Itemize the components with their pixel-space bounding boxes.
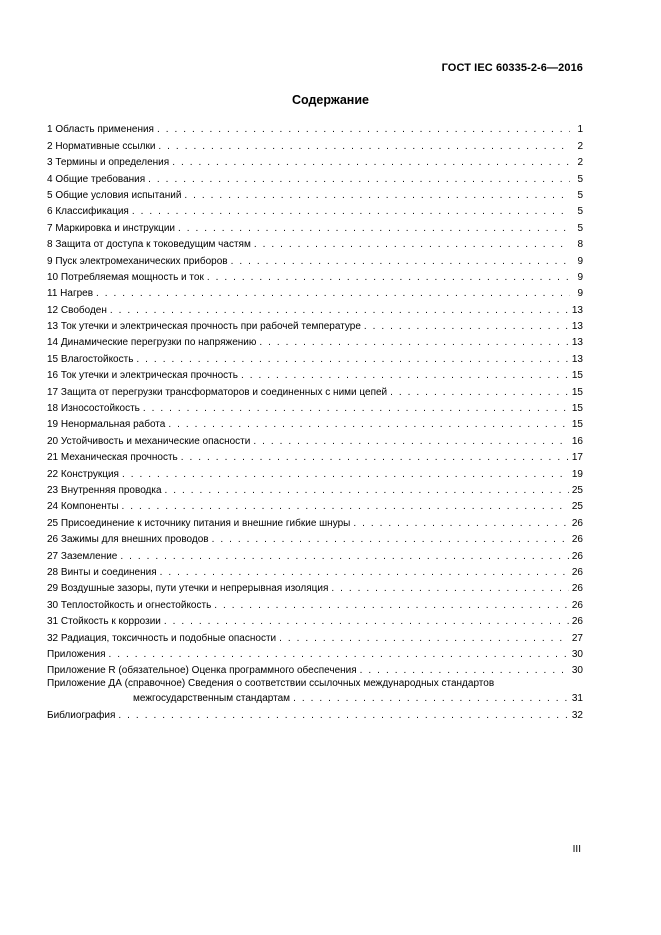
toc-entry-text: 16 Ток утечки и электрическая прочность bbox=[47, 370, 238, 382]
toc-page-number: 5 bbox=[577, 189, 583, 201]
toc-page-number: 15 bbox=[571, 419, 583, 431]
dot-leader bbox=[120, 551, 569, 563]
toc-entry-text: 27 Заземление bbox=[47, 550, 118, 562]
toc-page-number: 1 bbox=[577, 124, 583, 136]
toc-entry-text: 3 Термины и определения bbox=[47, 157, 170, 169]
toc-page-number: 9 bbox=[577, 271, 583, 283]
toc-entry[interactable] bbox=[47, 645, 583, 661]
toc-entry-text: 25 Присоединение к источнику питания и внешние гибкие шнуры bbox=[47, 517, 351, 529]
dot-leader bbox=[212, 534, 569, 546]
page-folio: III bbox=[572, 844, 581, 855]
standard-designation: ГОСТ IEC 60335-2-6—2016 bbox=[441, 62, 583, 74]
dot-leader bbox=[353, 518, 569, 530]
toc-page-number: 26 bbox=[571, 599, 583, 611]
toc-entry[interactable] bbox=[47, 546, 583, 562]
toc-entry-text: 30 Теплостойкость и огнестойкость bbox=[47, 599, 212, 611]
toc-entry[interactable] bbox=[47, 333, 583, 349]
dot-leader bbox=[118, 710, 568, 722]
toc-entry-text: 8 Защита от доступа к токоведущим частям bbox=[47, 239, 251, 251]
toc-entry[interactable] bbox=[47, 628, 583, 644]
dot-leader bbox=[158, 141, 570, 153]
toc-entry-text: 13 Ток утечки и электрическая прочность при рабочей температуре bbox=[47, 321, 361, 333]
dot-leader bbox=[331, 583, 568, 595]
toc-entry[interactable] bbox=[47, 169, 583, 185]
dot-leader bbox=[96, 288, 570, 300]
toc-entry-text: 24 Компоненты bbox=[47, 501, 119, 513]
dot-leader bbox=[293, 693, 569, 705]
toc-entry[interactable] bbox=[47, 218, 583, 234]
toc-entry-text: 26 Зажимы для внешних проводов bbox=[47, 534, 209, 546]
toc-entry-text-continued: межгосударственным стандартам bbox=[133, 693, 291, 705]
dot-leader bbox=[254, 239, 570, 251]
toc-page-number: 5 bbox=[577, 173, 583, 185]
toc-entry-text: 11 Нагрев bbox=[47, 288, 94, 300]
toc-entry-text: 29 Воздушные зазоры, пути утечки и непрерывная изоляция bbox=[47, 583, 329, 595]
toc-page-number: 5 bbox=[577, 222, 583, 234]
dot-leader bbox=[184, 190, 570, 202]
dot-leader bbox=[181, 452, 569, 464]
toc-entry-text: 14 Динамические перегрузки по напряжению bbox=[47, 337, 257, 349]
toc-page-number: 17 bbox=[571, 452, 583, 464]
toc-entry-text: 19 Ненормальная работа bbox=[47, 419, 166, 431]
toc-page-number: 27 bbox=[571, 632, 583, 644]
dot-leader bbox=[157, 124, 570, 136]
page-title: Содержание bbox=[291, 93, 369, 107]
toc-entry[interactable] bbox=[47, 661, 583, 677]
toc-entry[interactable] bbox=[47, 317, 583, 333]
toc-entry[interactable] bbox=[47, 300, 583, 316]
dot-leader bbox=[390, 387, 569, 399]
dot-leader bbox=[143, 403, 569, 415]
toc-entry-text: 10 Потребляемая мощность и ток bbox=[47, 271, 204, 283]
toc-entry-text: Приложения bbox=[47, 648, 106, 660]
toc-entry[interactable] bbox=[47, 235, 583, 251]
toc-page-number: 13 bbox=[571, 304, 583, 316]
dot-leader bbox=[360, 665, 569, 677]
dot-leader bbox=[160, 567, 569, 579]
toc-page-number: 26 bbox=[571, 550, 583, 562]
toc-entry-text: Библиография bbox=[47, 709, 116, 721]
toc-entry[interactable] bbox=[47, 612, 583, 628]
toc-page-number: 25 bbox=[571, 501, 583, 513]
dot-leader bbox=[231, 256, 570, 268]
toc-entry[interactable] bbox=[47, 431, 583, 447]
toc-page-number: 19 bbox=[571, 468, 583, 480]
dot-leader bbox=[253, 436, 569, 448]
toc-entry-text: 18 Износостойкость bbox=[47, 403, 140, 415]
toc-entry[interactable] bbox=[47, 284, 583, 300]
toc-page-number: 15 bbox=[571, 403, 583, 415]
toc-entry-text: 23 Внутренняя проводка bbox=[47, 484, 162, 496]
toc-entry-text: 15 Влагостойкость bbox=[47, 353, 134, 365]
toc-page-number: 30 bbox=[571, 648, 583, 660]
toc-page-number: 30 bbox=[571, 665, 583, 677]
toc-entry[interactable] bbox=[47, 382, 583, 398]
dot-leader bbox=[207, 272, 570, 284]
toc-page-number: 32 bbox=[571, 709, 583, 721]
toc-entry-annex-da[interactable] bbox=[47, 677, 583, 705]
toc-page-number: 26 bbox=[571, 534, 583, 546]
toc-entry-text: 4 Общие требования bbox=[47, 173, 146, 185]
dot-leader bbox=[279, 633, 569, 645]
dot-leader bbox=[172, 157, 570, 169]
toc-entry-text: 32 Радиация, токсичность и подобные опасности bbox=[47, 632, 277, 644]
toc-entry-bibliography[interactable] bbox=[47, 705, 583, 721]
toc-page-number: 2 bbox=[577, 157, 583, 169]
dot-leader bbox=[164, 616, 569, 628]
toc-entry-text: 17 Защита от перегрузки трансформаторов и соединенных с ними цепей bbox=[47, 386, 388, 398]
toc-entry[interactable] bbox=[47, 448, 583, 464]
toc-entry[interactable] bbox=[47, 399, 583, 415]
toc-entry[interactable] bbox=[47, 120, 583, 136]
dot-leader bbox=[109, 649, 569, 661]
dot-leader bbox=[168, 419, 569, 431]
toc-entry-text: 20 Устойчивость и механические опасности bbox=[47, 435, 251, 447]
toc-page-number: 13 bbox=[571, 353, 583, 365]
toc-page-number: 9 bbox=[577, 288, 583, 300]
toc-entry[interactable] bbox=[47, 136, 583, 152]
toc-entry[interactable] bbox=[47, 595, 583, 611]
toc-page-number: 26 bbox=[571, 566, 583, 578]
toc-entry-text: 5 Общие условия испытаний bbox=[47, 189, 182, 201]
dot-leader bbox=[110, 305, 569, 317]
toc-page-number: 25 bbox=[571, 484, 583, 496]
table-of-contents bbox=[47, 120, 583, 722]
dot-leader bbox=[364, 321, 569, 333]
toc-page-number: 13 bbox=[571, 321, 583, 333]
toc-entry-text: 21 Механическая прочность bbox=[47, 452, 178, 464]
toc-entry[interactable] bbox=[47, 186, 583, 202]
dot-leader bbox=[148, 174, 570, 186]
toc-entry-text: 9 Пуск электромеханических приборов bbox=[47, 255, 228, 267]
toc-entry-text: 31 Стойкость к коррозии bbox=[47, 616, 161, 628]
toc-entry[interactable] bbox=[47, 563, 583, 579]
toc-entry[interactable] bbox=[47, 579, 583, 595]
toc-entry[interactable] bbox=[47, 153, 583, 169]
toc-entry-text: 22 Конструкция bbox=[47, 468, 119, 480]
toc-entry-text: 7 Маркировка и инструкции bbox=[47, 222, 176, 234]
toc-entry-text: 2 Нормативные ссылки bbox=[47, 140, 156, 152]
toc-page-number: 26 bbox=[571, 583, 583, 595]
dot-leader bbox=[241, 370, 569, 382]
toc-entry[interactable] bbox=[47, 530, 583, 546]
dot-leader bbox=[136, 354, 568, 366]
dot-leader bbox=[259, 337, 569, 349]
toc-page-number: 2 bbox=[577, 140, 583, 152]
toc-page-number: 15 bbox=[571, 386, 583, 398]
toc-entry[interactable] bbox=[47, 202, 583, 218]
toc-entry-text: 1 Область применения bbox=[47, 124, 154, 136]
toc-entry-text: 12 Свободен bbox=[47, 304, 107, 316]
dot-leader bbox=[214, 600, 569, 612]
toc-page-number: 8 bbox=[577, 239, 583, 251]
toc-page-number: 13 bbox=[571, 337, 583, 349]
dot-leader bbox=[122, 501, 569, 513]
toc-entry[interactable] bbox=[47, 481, 583, 497]
toc-entry-text: 6 Классификация bbox=[47, 206, 129, 218]
toc-page-number: 5 bbox=[577, 206, 583, 218]
toc-entry-text: 28 Винты и соединения bbox=[47, 566, 157, 578]
dot-leader bbox=[122, 469, 569, 481]
toc-entry[interactable] bbox=[47, 349, 583, 365]
toc-page-number: 26 bbox=[571, 616, 583, 628]
toc-entry[interactable] bbox=[47, 464, 583, 480]
toc-entry-text: Приложение ДА (справочное) Сведения о соответствии ссылочных международных стандартов bbox=[47, 678, 495, 690]
toc-page-number: 15 bbox=[571, 370, 583, 382]
dot-leader bbox=[165, 485, 569, 497]
toc-entry[interactable] bbox=[47, 268, 583, 284]
toc-page-number: 9 bbox=[577, 255, 583, 267]
dot-leader bbox=[132, 206, 570, 218]
dot-leader bbox=[178, 223, 570, 235]
toc-entry[interactable] bbox=[47, 415, 583, 431]
toc-page-number: 26 bbox=[571, 517, 583, 529]
toc-entry[interactable] bbox=[47, 366, 583, 382]
toc-page-number: 31 bbox=[571, 693, 583, 705]
toc-page-number: 16 bbox=[571, 435, 583, 447]
toc-entry[interactable] bbox=[47, 251, 583, 267]
toc-entry-text: Приложение R (обязательное) Оценка программного обеспечения bbox=[47, 665, 357, 677]
toc-entry[interactable] bbox=[47, 497, 583, 513]
toc-entry[interactable] bbox=[47, 513, 583, 529]
